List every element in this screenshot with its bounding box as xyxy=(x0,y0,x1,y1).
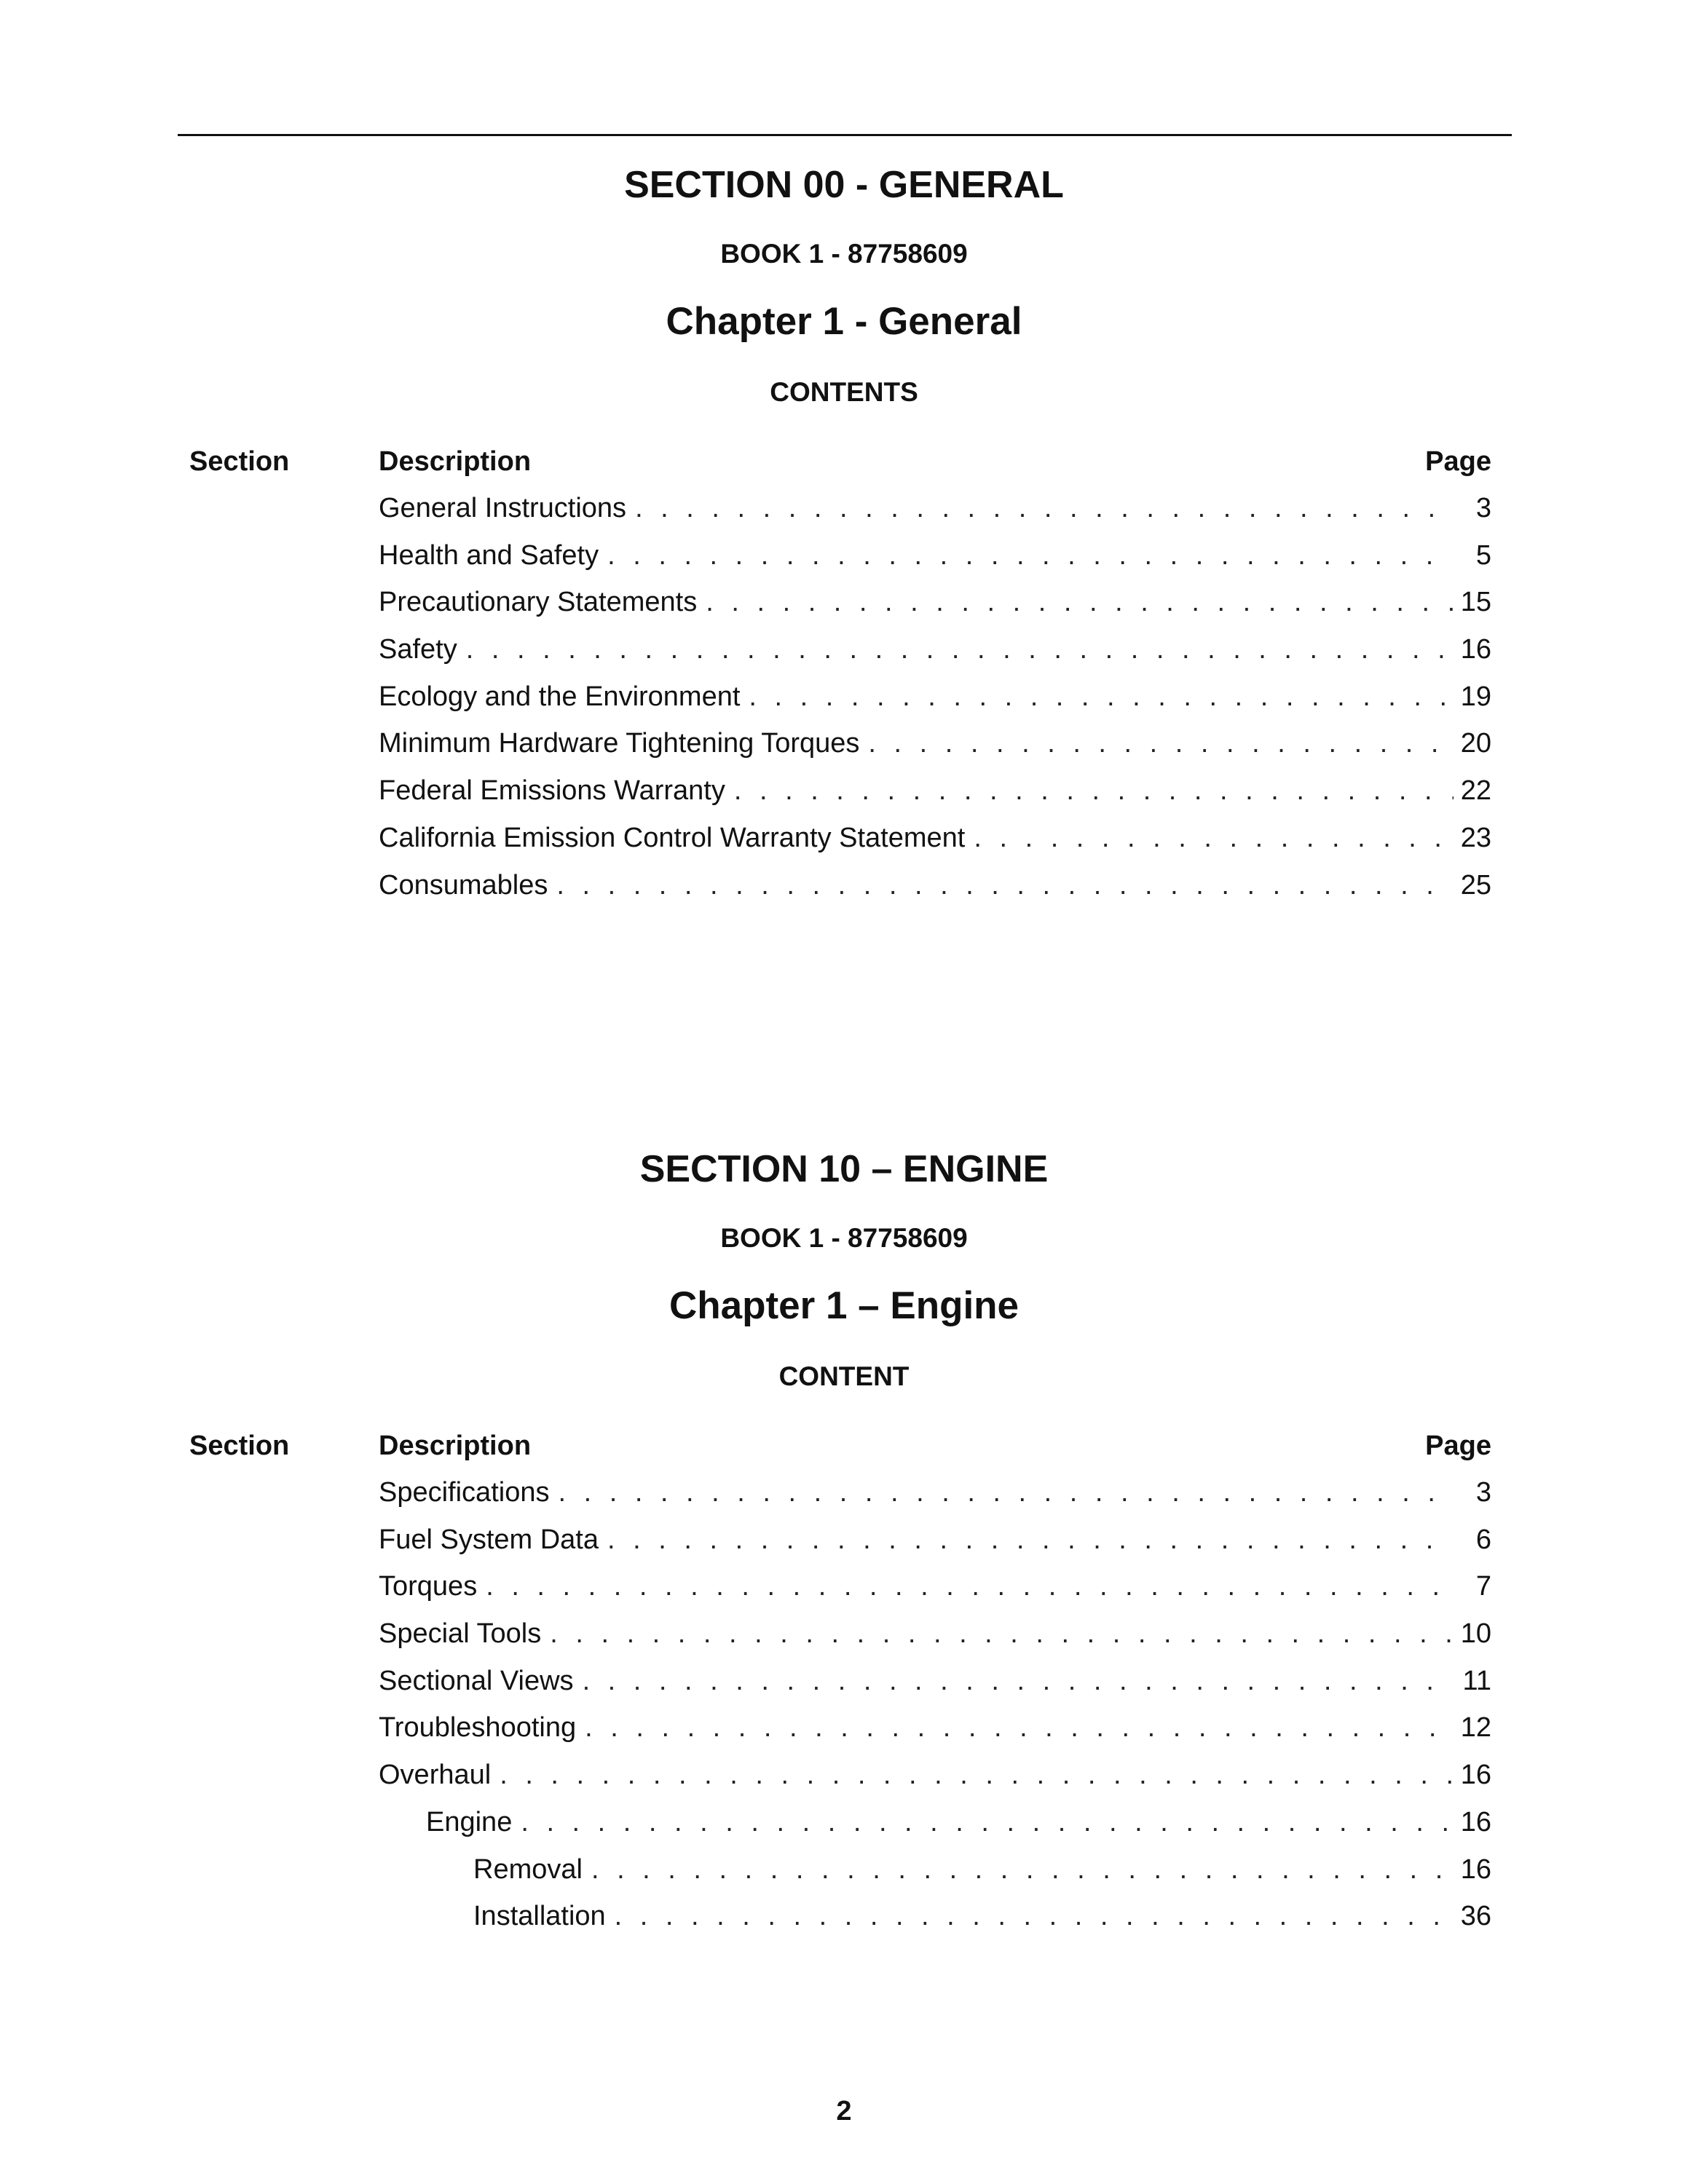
toc-entry[interactable] xyxy=(0,1752,1688,1799)
toc-entry-page: 15 xyxy=(1460,587,1491,618)
top-rule xyxy=(178,134,1512,136)
toc-list xyxy=(0,1469,1688,1940)
toc-entry[interactable] xyxy=(0,485,1688,532)
section-general xyxy=(0,154,1688,909)
toc-entry-page: 22 xyxy=(1460,775,1491,807)
dot-leader xyxy=(615,1893,1454,1939)
toc-entry-label: Engine xyxy=(426,1806,513,1837)
toc-entry-label: General Instructions xyxy=(379,493,627,523)
contents-label: CONTENTS xyxy=(770,377,918,407)
dot-leader xyxy=(466,626,1454,673)
toc-entry-subsub[interactable] xyxy=(0,1893,1688,1940)
toc-header-section: Section xyxy=(189,1431,290,1461)
toc-entry-page: 3 xyxy=(1475,1477,1491,1508)
toc-entry[interactable] xyxy=(0,1704,1688,1752)
dot-leader xyxy=(607,1516,1454,1563)
toc-entry-label: Installation xyxy=(473,1901,606,1932)
toc-entry[interactable] xyxy=(0,767,1688,815)
toc-entry-page: 11 xyxy=(1462,1665,1491,1696)
toc-entry-page: 16 xyxy=(1460,634,1491,665)
toc-entry-label: Health and Safety xyxy=(379,539,599,571)
toc-entry[interactable] xyxy=(0,1469,1688,1516)
toc-entry-label: Sectional Views xyxy=(379,1665,574,1696)
toc-entry-page: 25 xyxy=(1460,869,1491,901)
toc-entry[interactable] xyxy=(0,862,1688,909)
toc-entry-page: 7 xyxy=(1475,1571,1491,1602)
dot-leader xyxy=(607,532,1454,579)
toc-entry[interactable] xyxy=(0,1610,1688,1658)
contents-label: CONTENT xyxy=(778,1361,910,1391)
toc-entry[interactable] xyxy=(0,1563,1688,1610)
toc-entry[interactable] xyxy=(0,815,1688,862)
toc-entry-label: Removal xyxy=(473,1853,583,1885)
section-title: SECTION 00 - GENERAL xyxy=(624,164,1064,206)
toc-entry-page: 5 xyxy=(1475,539,1491,571)
toc-entry-page: 6 xyxy=(1475,1524,1491,1555)
toc-entry-label: Precautionary Statements xyxy=(379,587,698,618)
book-number: BOOK 1 - 87758609 xyxy=(720,1223,968,1253)
chapter-title: Chapter 1 – Engine xyxy=(669,1284,1019,1327)
toc-entry[interactable] xyxy=(0,579,1688,626)
dot-leader xyxy=(868,720,1453,767)
page-number: 2 xyxy=(836,2096,852,2126)
toc-entry-label: Federal Emissions Warranty xyxy=(379,775,725,807)
chapter-title: Chapter 1 - General xyxy=(666,300,1022,343)
dot-leader xyxy=(635,485,1454,531)
toc-entry-label: California Emission Control Warranty Statement xyxy=(379,822,966,853)
toc-header-page: Page xyxy=(1425,446,1491,477)
dot-leader xyxy=(556,862,1453,909)
toc-entry-page: 16 xyxy=(1460,1760,1491,1791)
toc-entry-label: Consumables xyxy=(379,869,548,901)
section-engine xyxy=(0,1139,1688,1940)
toc-entry-page: 12 xyxy=(1460,1712,1491,1744)
toc-entry-page: 10 xyxy=(1460,1618,1491,1650)
toc-entry[interactable] xyxy=(0,720,1688,767)
section-title: SECTION 10 – ENGINE xyxy=(639,1148,1049,1190)
toc-entry-label: Torques xyxy=(379,1571,478,1602)
toc-entry-label: Safety xyxy=(379,634,457,665)
toc-entry-page: 16 xyxy=(1460,1853,1491,1885)
dot-leader xyxy=(583,1658,1454,1704)
toc-entry[interactable] xyxy=(0,1516,1688,1564)
toc-header-description: Description xyxy=(379,446,532,477)
toc-entry-page: 20 xyxy=(1460,728,1491,759)
dot-leader xyxy=(521,1799,1453,1845)
dot-leader xyxy=(974,815,1453,861)
toc-entry-page: 3 xyxy=(1475,493,1491,523)
toc-entry-page: 36 xyxy=(1460,1901,1491,1932)
dot-leader xyxy=(585,1704,1454,1751)
dot-leader xyxy=(734,767,1454,814)
dot-leader xyxy=(500,1752,1454,1798)
toc-entry-label: Fuel System Data xyxy=(379,1524,599,1555)
toc-header-section: Section xyxy=(189,446,290,477)
toc-entry[interactable] xyxy=(0,673,1688,721)
toc-entry[interactable] xyxy=(0,1658,1688,1705)
toc-header xyxy=(0,438,1688,485)
toc-entry[interactable] xyxy=(0,626,1688,673)
dot-leader xyxy=(486,1563,1454,1610)
toc-entry-label: Ecology and the Environment xyxy=(379,681,741,712)
toc-entry-page: 23 xyxy=(1460,822,1491,853)
toc-entry-label: Overhaul xyxy=(379,1760,492,1791)
toc-header-description: Description xyxy=(379,1431,532,1461)
toc-entry-label: Troubleshooting xyxy=(379,1712,577,1744)
dot-leader xyxy=(591,1846,1454,1893)
book-number: BOOK 1 - 87758609 xyxy=(720,239,968,269)
toc-list xyxy=(0,485,1688,909)
toc-header-page: Page xyxy=(1425,1431,1491,1461)
toc-entry-label: Minimum Hardware Tightening Torques xyxy=(379,728,860,759)
dot-leader xyxy=(706,579,1453,625)
toc-entry-page: 19 xyxy=(1460,681,1491,712)
dot-leader xyxy=(550,1610,1454,1657)
toc-entry-page: 16 xyxy=(1460,1806,1491,1837)
toc-entry-sub[interactable] xyxy=(0,1799,1688,1846)
toc-entry[interactable] xyxy=(0,532,1688,579)
dot-leader xyxy=(749,673,1453,720)
toc-entry-label: Special Tools xyxy=(379,1618,542,1650)
toc-header xyxy=(0,1423,1688,1469)
dot-leader xyxy=(558,1469,1454,1516)
toc-entry-subsub[interactable] xyxy=(0,1846,1688,1894)
toc-entry-label: Specifications xyxy=(379,1477,550,1508)
